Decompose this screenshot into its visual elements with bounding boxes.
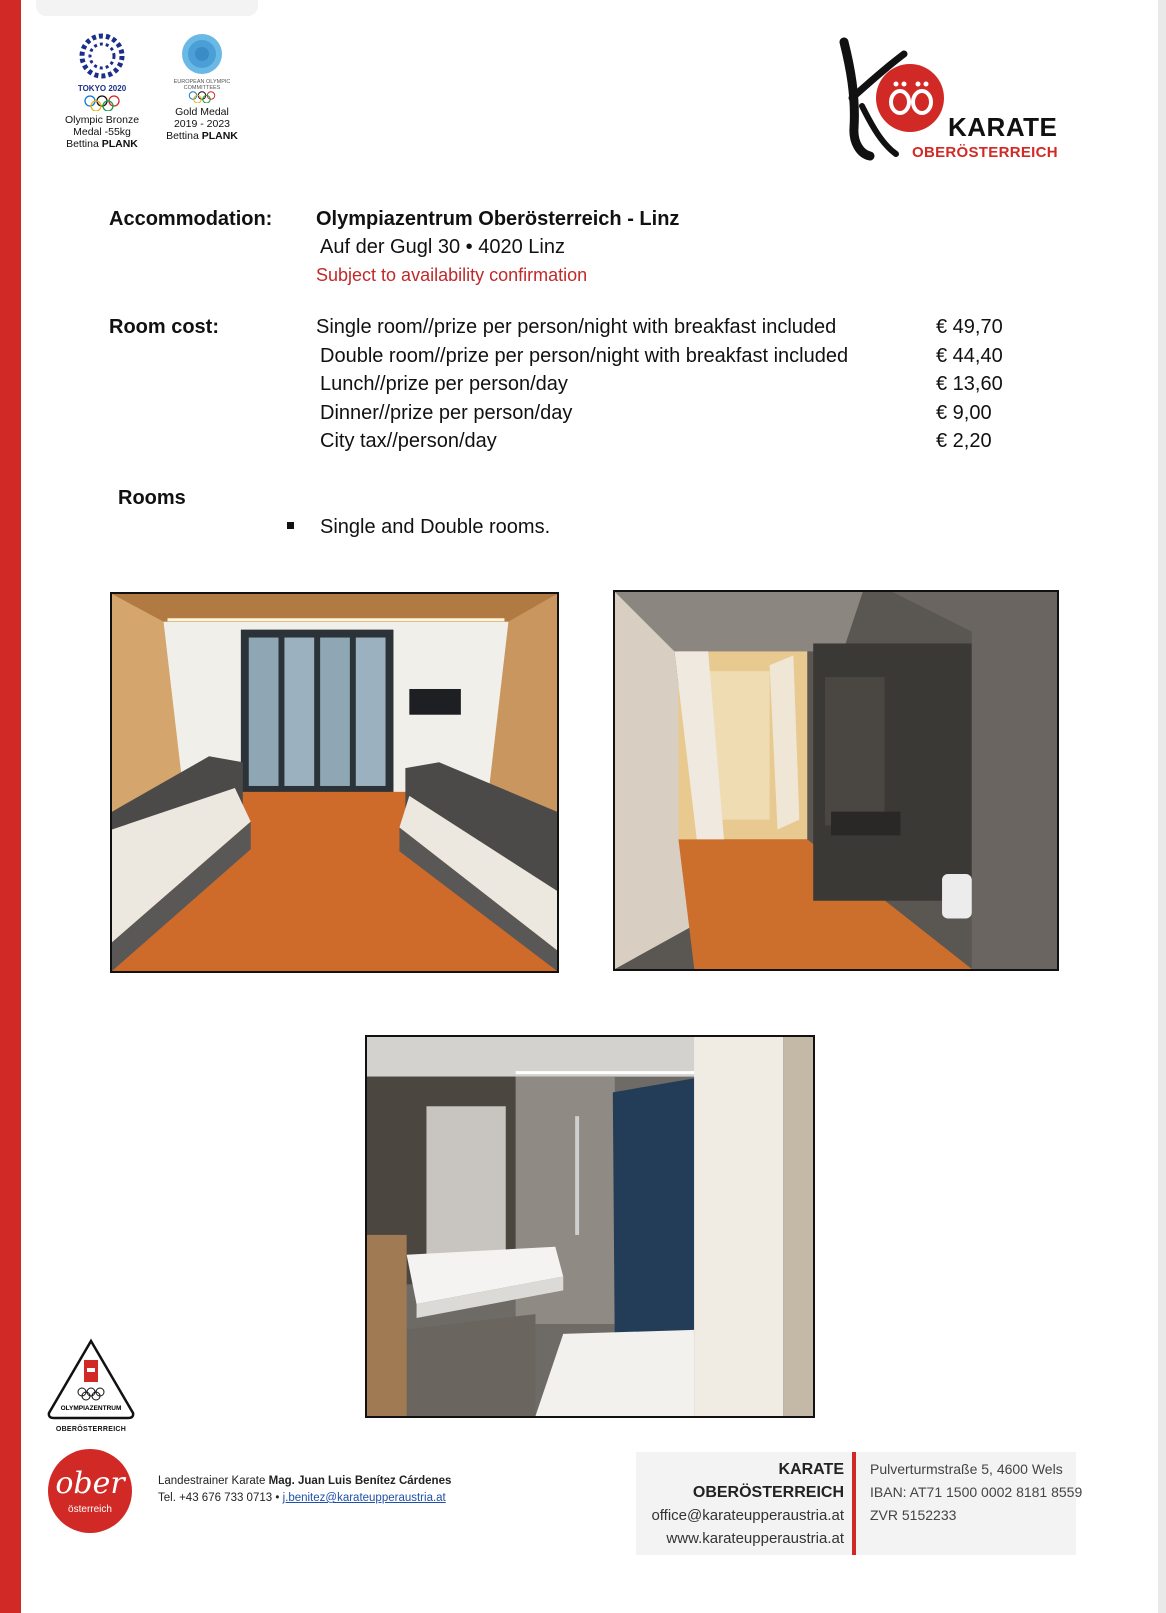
cost-item-desc: City tax//person/day [320,430,497,452]
logo-word-oberoesterreich: OBERÖSTERREICH [912,144,1058,161]
coach-name: Mag. Juan Luis Benítez Cárdenes [268,1475,452,1487]
olympic-rings-icon [187,91,217,103]
cost-item-desc: Lunch//prize per person/day [320,373,568,395]
twin-bedroom-photo [110,592,559,973]
european-games-emblem-icon [180,32,224,76]
olympiazentrum-triangle-icon [46,1338,136,1424]
tokyo-logo-text: TOKYO 2020 [77,84,127,93]
footer-separator [852,1452,856,1555]
org-zvr: ZVR 5152233 [870,1507,957,1523]
hallway-wardrobe-photo [613,590,1059,971]
medal-line1: Olympic Bronze [64,114,140,126]
medal-athlete-surname: PLANK [101,138,138,150]
org-website: www.karateupperaustria.at [666,1530,844,1547]
cost-item-desc: Single room//prize per person/night with breakfast included [316,316,837,338]
right-page-edge [1158,0,1166,1613]
eoc-logo-text: EUROPEAN OLYMPIC COMMITTEES [173,79,231,91]
cost-item-price: € 49,70 [936,316,1003,338]
karate-oberoesterreich-logo [836,36,1076,166]
room-cost-label: Room cost: [109,316,219,338]
bathroom-photo [365,1035,815,1418]
coach-contact [158,1473,451,1507]
medal-athlete-name: Bettina [166,130,199,142]
medal-athlete-name: Bettina [66,138,99,150]
tokyo-2020-emblem-icon [74,32,130,84]
logo-word-karate: KARATE [948,112,1058,142]
coach-title: Landestrainer Karate [158,1475,269,1487]
org-iban: IBAN: AT71 1500 0002 8181 8559 [870,1484,1083,1500]
eoc-medal-block [156,32,248,142]
medal-line2: Medal -55kg [73,126,131,138]
accommodation-name: Olympiazentrum Oberösterreich - Linz [316,208,680,230]
accommodation-label: Accommodation: [109,208,273,230]
cost-item-desc: Dinner//prize per person/day [320,402,573,424]
olympic-rings-icon [82,95,122,111]
org-email: office@karateupperaustria.at [651,1507,844,1524]
accommodation-address: Auf der Gugl 30 • 4020 Linz [320,236,565,258]
coach-email-link[interactable]: j.benitez@karateupperaustria.at [282,1492,446,1504]
rooms-heading: Rooms [118,487,186,509]
medal-line2: 2019 - 2023 [173,118,231,130]
cost-item-price: € 13,60 [936,373,1003,395]
medal-athlete-surname: PLANK [201,130,238,142]
rooms-bullet-text: Single and Double rooms. [320,516,551,538]
cost-item-price: € 44,40 [936,345,1003,367]
oesterreich-word: österreich [68,1504,112,1515]
cost-item-price: € 2,20 [936,430,992,452]
top-tab-chip [36,0,258,16]
left-red-bar [0,0,21,1613]
org-name: KARATE OBERÖSTERREICH [692,1461,844,1501]
org-address: Pulverturmstraße 5, 4600 Wels [870,1461,1063,1477]
footer-organization-box [636,1452,1083,1555]
bullet-square-icon [287,522,294,529]
ober-oesterreich-logo [48,1449,132,1533]
cost-item-price: € 9,00 [936,402,992,424]
tokyo-medal-block [56,32,148,150]
coach-phone: Tel. +43 676 733 0713 • [158,1492,283,1504]
availability-note: Subject to availability confirmation [316,265,588,285]
ober-word: ober [55,1466,125,1501]
olymp-badge-text: OLYMPIAZENTRUM [60,1405,122,1412]
cost-item-desc: Double room//prize per person/night with breakfast included [320,345,849,367]
medal-line1: Gold Medal [175,106,229,118]
olympiazentrum-badge [46,1338,136,1438]
olympiazentrum-caption: OBERÖSTERREICH [55,1426,127,1433]
